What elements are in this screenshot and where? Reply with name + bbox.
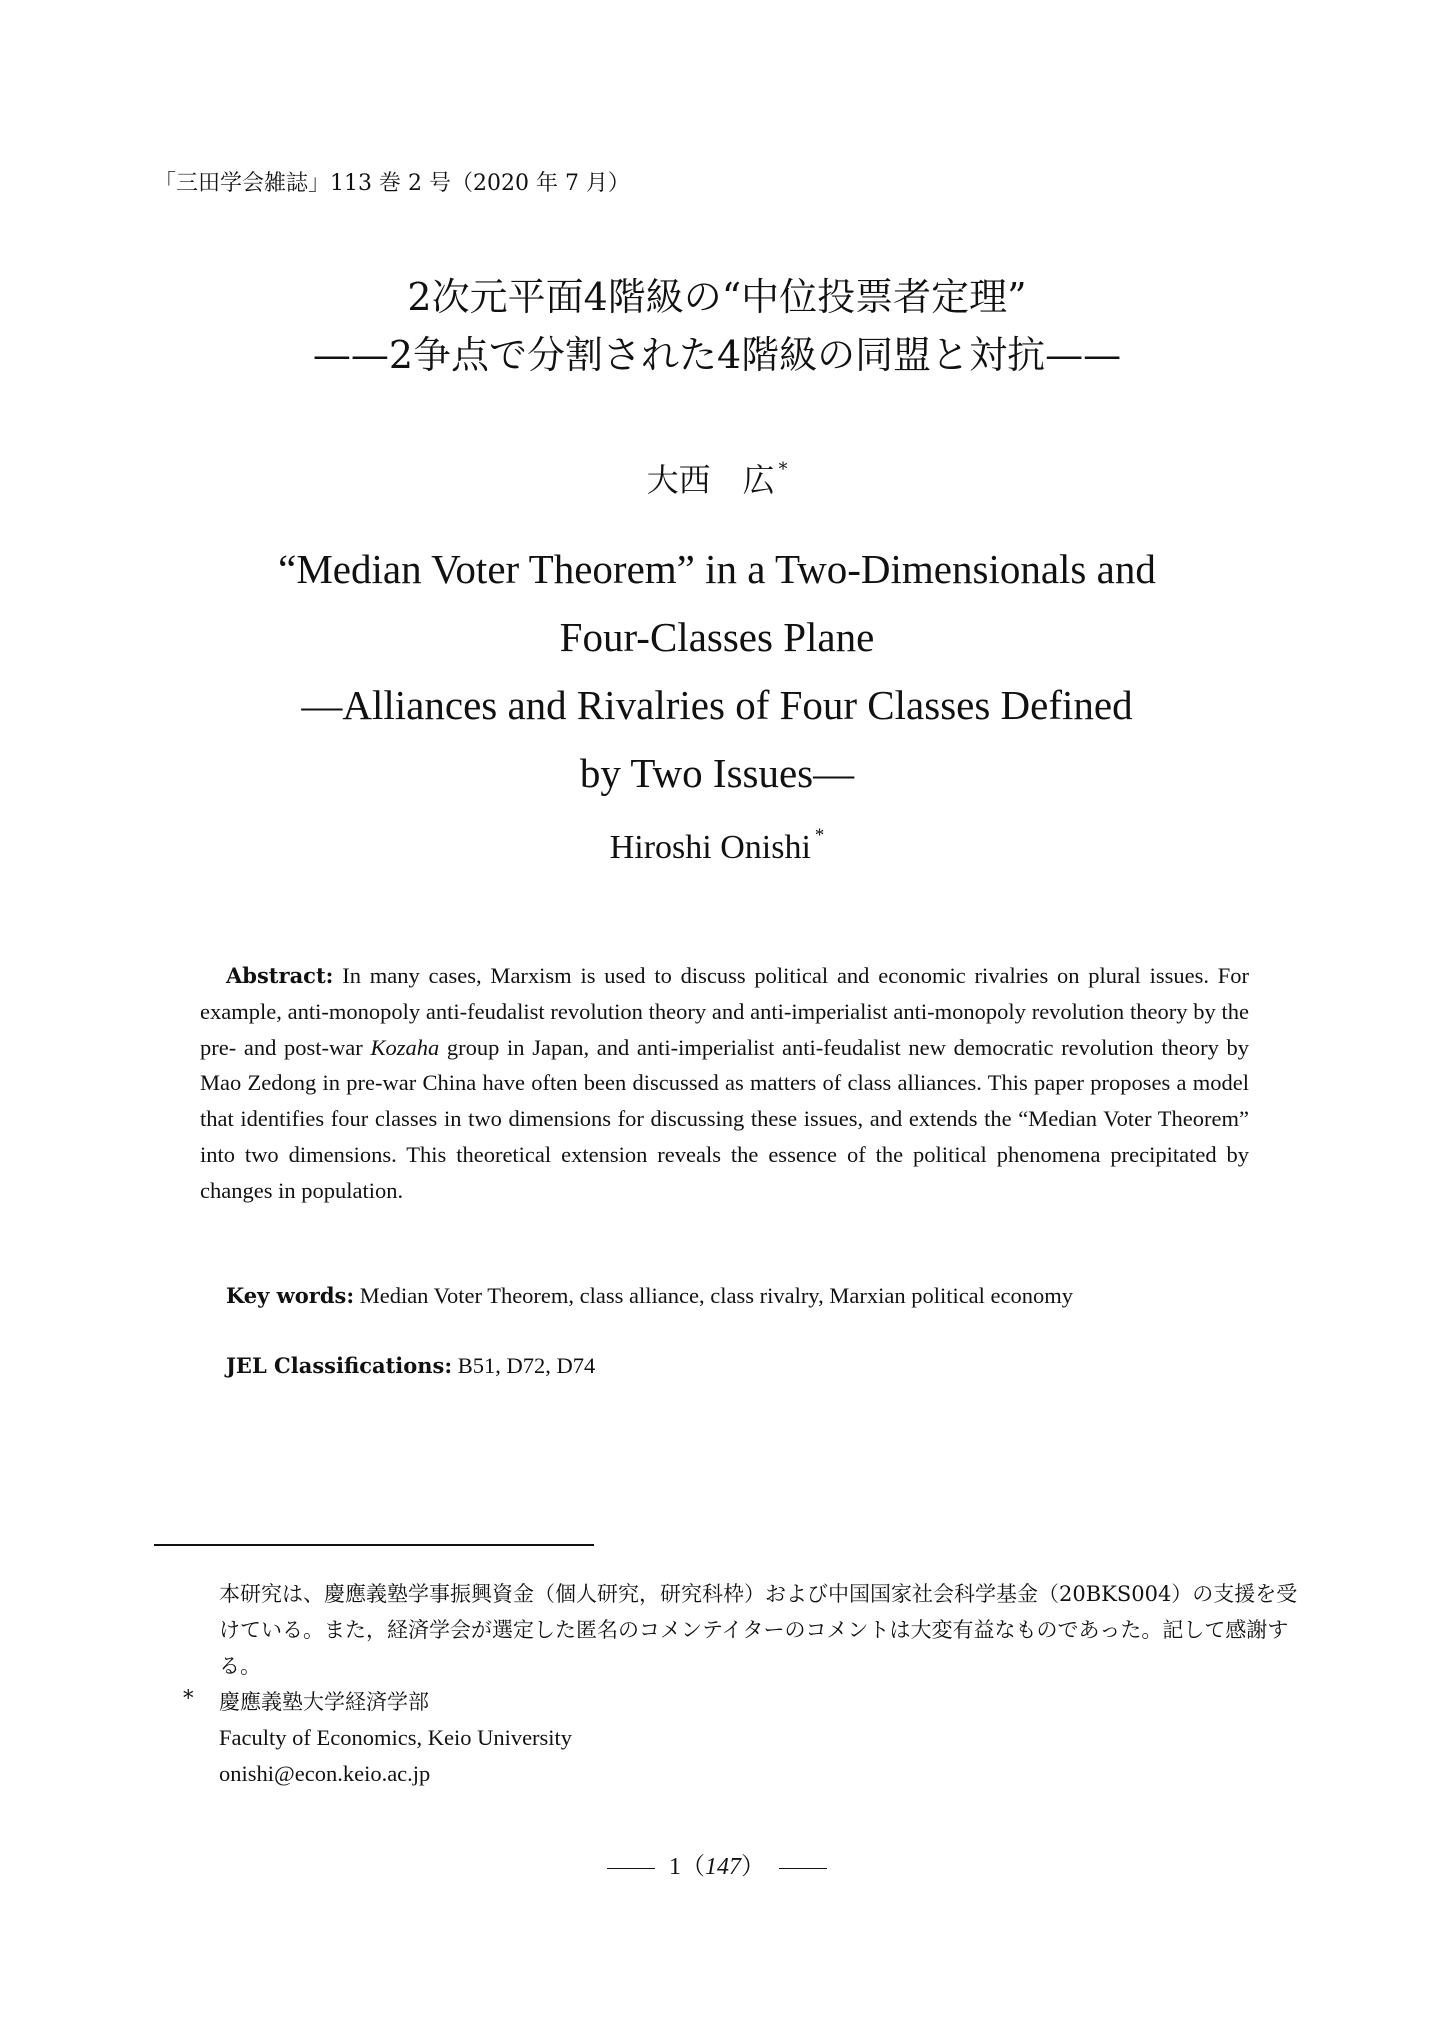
page-number-value: 1 (669, 1854, 681, 1880)
page-number-absolute: 147 (705, 1854, 741, 1880)
page-number: 1（147） (0, 1846, 1434, 1881)
affiliation-footnote-mark: * (183, 1686, 194, 1710)
author-footnote-mark[interactable]: * (814, 825, 825, 846)
abstract-text: In many cases, Marxism is used to discuss political and economic rivalries on plural issues. For example, anti-monopoly anti-feudalist revolution theory and anti-imperialist anti-monopoly revolution theory by the pre- and post-war (200, 963, 1250, 1060)
abstract-italic-term: Kozaha (370, 1034, 440, 1060)
affiliation-footnote (219, 1684, 572, 1792)
japanese-title (0, 268, 1434, 384)
english-title-line: “Median Voter Theorem” in a Two-Dimensionals and (278, 546, 1156, 592)
keywords (226, 1283, 1266, 1309)
footnote-divider (154, 1544, 594, 1546)
author-email[interactable]: onishi@econ.keio.ac.jp (219, 1761, 431, 1786)
abstract (200, 958, 1249, 1209)
japanese-author (0, 455, 1434, 501)
dash-right (779, 1868, 827, 1869)
dash-left (607, 1868, 655, 1869)
japanese-title-line2: ——2争点で分割された4階級の同盟と対抗—— (312, 333, 1122, 377)
keywords-text: Median Voter Theorem, class alliance, class rivalry, Marxian political economy (359, 1283, 1074, 1308)
affiliation-en: Faculty of Economics, Keio University (219, 1725, 573, 1750)
author-name-jp: 大西 広 (646, 461, 775, 499)
funding-footnote: 本研究は、慶應義塾学事振興資金（個人研究，研究科枠）および中国国家社会科学基金（20BKS004）の支援を受けている。また，経済学会が選定した匿名のコメンテイターのコメントは大変有益なものであった。記して感謝する。 (219, 1582, 1298, 1678)
jel-classifications (226, 1353, 1266, 1379)
abstract-label: Abstract: (226, 963, 334, 988)
english-title (0, 535, 1434, 807)
english-title-line: by Two Issues— (579, 750, 855, 796)
author-footnote-mark[interactable]: * (778, 460, 788, 481)
keywords-label: Key words: (226, 1283, 355, 1308)
abstract-text: group in Japan, and anti-imperialist anti-feudalist new democratic revolution theory by Mao Zedong in pre-war China have often been discussed as matters of class alliances. This paper proposes a model that identifies four classes in two dimensions for discussing these issues, and extends the “Median Voter Theorem” into two dimensions. This theoretical extension reveals the essence of the political phenomena precipitated by changes in population. (200, 1034, 1249, 1203)
english-author (0, 825, 1434, 867)
affiliation-jp: 慶應義塾大学経済学部 (219, 1690, 429, 1714)
journal-citation: 「三田学会雑誌」113 巻 2 号（2020 年 7 月） (154, 171, 630, 196)
jel-label: JEL Classifications: (226, 1353, 453, 1378)
english-title-line: Four-Classes Plane (559, 614, 875, 660)
japanese-title-line1: 2次元平面4階級の“中位投票者定理” (407, 275, 1027, 319)
english-title-line: —Alliances and Rivalries of Four Classes Defined (301, 682, 1133, 728)
author-name-en: Hiroshi Onishi (609, 828, 811, 866)
jel-text: B51, D72, D74 (457, 1353, 596, 1378)
